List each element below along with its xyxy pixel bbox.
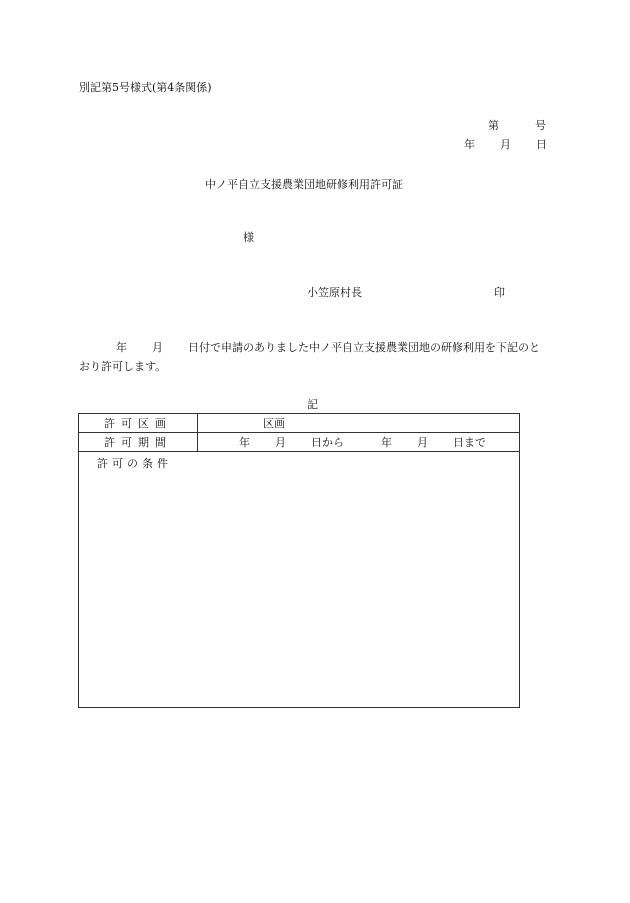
period-to-month: 月 [417,436,428,449]
issuer-name: 小笠原村長 [307,286,362,299]
number-go: 号 [535,119,546,132]
table-row [79,433,520,452]
date-year: 年 [464,138,475,151]
period-from-year: 年 [239,436,250,449]
statement-year: 年 [116,341,127,354]
period-to-day: 日まで [453,436,486,449]
table-row [79,452,520,708]
statement-month: 月 [152,341,163,354]
period-to-year: 年 [381,436,392,449]
section-label-cell [79,414,198,433]
seal-mark: 印 [494,286,505,299]
period-label: 許可期間 [104,436,172,449]
section-value-cell [198,414,520,433]
date-day: 日 [536,138,547,151]
conditions-cell [79,452,520,708]
period-from-day: 日から [311,436,344,449]
permit-statement [79,338,549,376]
period-from-month: 月 [275,436,286,449]
document-number-line [488,119,546,133]
form-reference: 別記第5号様式(第4条関係) [79,81,212,94]
period-value-cell [198,433,520,452]
period-label-cell [79,433,198,452]
date-month: 月 [500,138,511,151]
number-dai: 第 [488,119,499,132]
section-value: 区画 [263,417,285,430]
conditions-label: 許可の条件 [97,457,172,470]
section-label: 許可区画 [104,417,172,430]
issue-date-line [464,138,547,152]
statement-text: 日付で申請のありました中ノ平自立支援農業団地の研修利用を下記のとおり許可します。 [79,341,540,373]
table-row [79,414,520,433]
permit-details-table [78,413,520,708]
ki-heading: 記 [307,398,318,411]
document-title: 中ノ平自立支援農業団地研修利用許可証 [205,178,403,191]
addressee-suffix: 様 [243,231,254,244]
